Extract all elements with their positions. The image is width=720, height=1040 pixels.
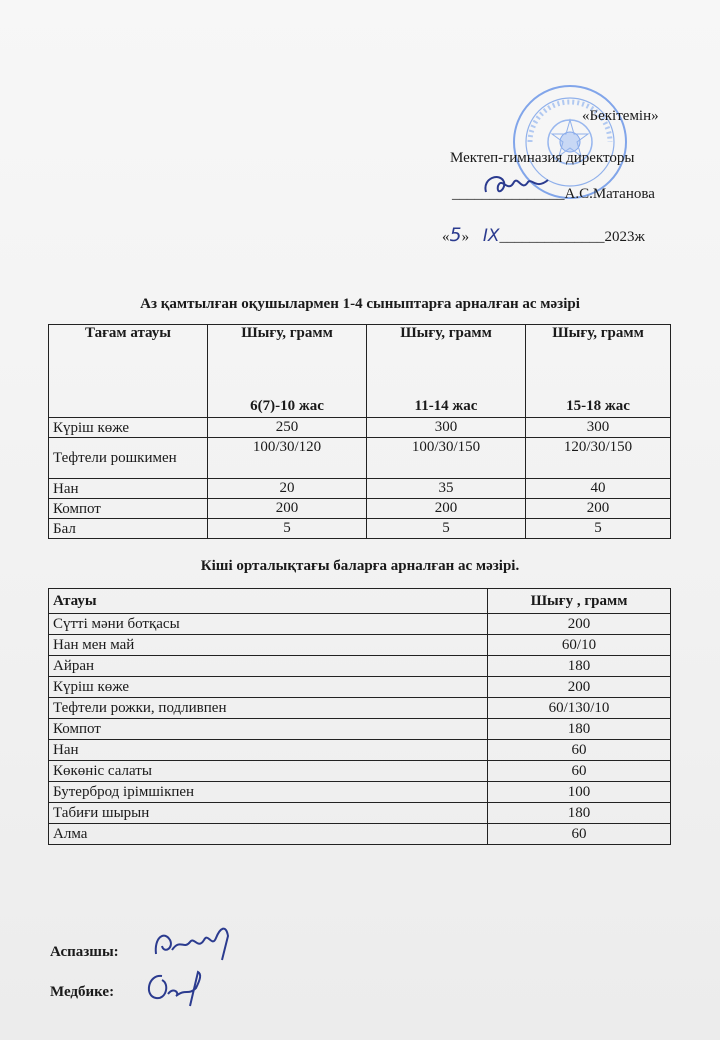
table-cell: 40 xyxy=(526,479,671,499)
table-row xyxy=(49,761,671,782)
date-day: 5 xyxy=(449,224,462,246)
table-cell: Компот xyxy=(49,719,488,740)
menu2-header-output: Шығу , грамм xyxy=(488,589,671,614)
table-cell: 120/30/150 xyxy=(526,438,671,479)
date-line: ______________ xyxy=(499,229,605,245)
table-cell: Нан xyxy=(49,740,488,761)
table-cell: Компот xyxy=(49,499,208,519)
header-label: Шығу, грамм xyxy=(552,325,644,341)
date-open-quote: « xyxy=(442,229,450,245)
table-cell: 60 xyxy=(488,761,671,782)
table-cell: 200 xyxy=(208,499,367,519)
header-age: 11-14 жас xyxy=(414,398,478,414)
table-cell: Бал xyxy=(49,519,208,539)
table-cell: Сүтті мәни ботқасы xyxy=(49,614,488,635)
menu1-title: Аз қамтылған оқушылармен 1-4 сыныптарға арналған ас мәзірі xyxy=(140,296,580,312)
menu2-header-name: Атауы xyxy=(49,589,488,614)
director-signature xyxy=(478,168,558,204)
date-month: IX xyxy=(482,226,500,246)
table-row xyxy=(49,803,671,824)
table-row xyxy=(49,740,671,761)
table-row xyxy=(49,418,671,438)
table-cell: Нан мен май xyxy=(49,635,488,656)
table-cell: Күріш көже xyxy=(49,677,488,698)
date-close-quote: » xyxy=(461,229,470,245)
cook-label: Аспазшы: xyxy=(50,944,119,960)
table-cell: Табиғи шырын xyxy=(49,803,488,824)
table-cell: 180 xyxy=(488,656,671,677)
table-cell: Күріш көже xyxy=(49,418,208,438)
menu1-header-dish xyxy=(49,325,208,418)
table-cell: Бутерброд ірімшікпен xyxy=(49,782,488,803)
table-cell: Тефтели рожки, подливпен xyxy=(49,698,488,719)
table-cell: 200 xyxy=(367,499,526,519)
table-cell: Тефтели рошкимен xyxy=(49,438,208,479)
table-cell: 100/30/150 xyxy=(367,438,526,479)
table-cell: 60/130/10 xyxy=(488,698,671,719)
menu1-header-age1 xyxy=(208,325,367,418)
menu1-header-age3 xyxy=(526,325,671,418)
signature-line: _______________ xyxy=(452,186,565,202)
table-cell: 35 xyxy=(367,479,526,499)
table-row xyxy=(49,719,671,740)
menu1-header-row xyxy=(49,325,671,418)
header-label: Шығу, грамм xyxy=(241,325,333,341)
table-cell: 200 xyxy=(488,677,671,698)
date-year: 2023ж xyxy=(604,229,645,245)
table-cell: 5 xyxy=(367,519,526,539)
table-cell: Көкөніс салаты xyxy=(49,761,488,782)
table-cell: 5 xyxy=(208,519,367,539)
table-cell: 100/30/120 xyxy=(208,438,367,479)
nurse-signature xyxy=(140,966,210,1010)
table-cell: 200 xyxy=(526,499,671,519)
table-row xyxy=(49,656,671,677)
header-label: Тағам атауы xyxy=(84,325,172,341)
table-row xyxy=(49,635,671,656)
table-cell: 250 xyxy=(208,418,367,438)
table-row xyxy=(49,824,671,845)
table-cell: 60 xyxy=(488,824,671,845)
approval-heading: «Бекітемін» xyxy=(582,108,659,124)
table-cell: 300 xyxy=(526,418,671,438)
table-cell: Алма xyxy=(49,824,488,845)
table-row xyxy=(49,782,671,803)
approval-date xyxy=(442,224,645,246)
table-row xyxy=(49,698,671,719)
table-row xyxy=(49,614,671,635)
table-cell: 180 xyxy=(488,719,671,740)
menu1-header-age2 xyxy=(367,325,526,418)
menu1-table xyxy=(48,324,671,539)
table-cell: 60 xyxy=(488,740,671,761)
table-cell: Нан xyxy=(49,479,208,499)
menu2-table xyxy=(48,588,671,845)
header-age: 6(7)-10 жас xyxy=(250,398,324,414)
table-cell: 180 xyxy=(488,803,671,824)
menu2-header-row xyxy=(49,589,671,614)
table-row xyxy=(49,499,671,519)
table-row xyxy=(49,677,671,698)
director-name: А.С.Матанова xyxy=(564,186,655,202)
table-cell: 100 xyxy=(488,782,671,803)
table-cell: 300 xyxy=(367,418,526,438)
nurse-label: Медбике: xyxy=(50,984,115,1000)
table-row xyxy=(49,479,671,499)
table-cell: 5 xyxy=(526,519,671,539)
table-row xyxy=(49,438,671,479)
approval-position: Мектеп-гимназия директоры xyxy=(450,150,635,166)
header-label: Шығу, грамм xyxy=(400,325,492,341)
header-age: 15-18 жас xyxy=(566,398,630,414)
table-row xyxy=(49,519,671,539)
cook-signature xyxy=(150,920,240,966)
table-cell: 60/10 xyxy=(488,635,671,656)
table-cell: 200 xyxy=(488,614,671,635)
table-cell: 20 xyxy=(208,479,367,499)
menu2-title: Кіші орталықтағы баларға арналған ас мәзірі. xyxy=(200,558,520,574)
table-cell: Айран xyxy=(49,656,488,677)
